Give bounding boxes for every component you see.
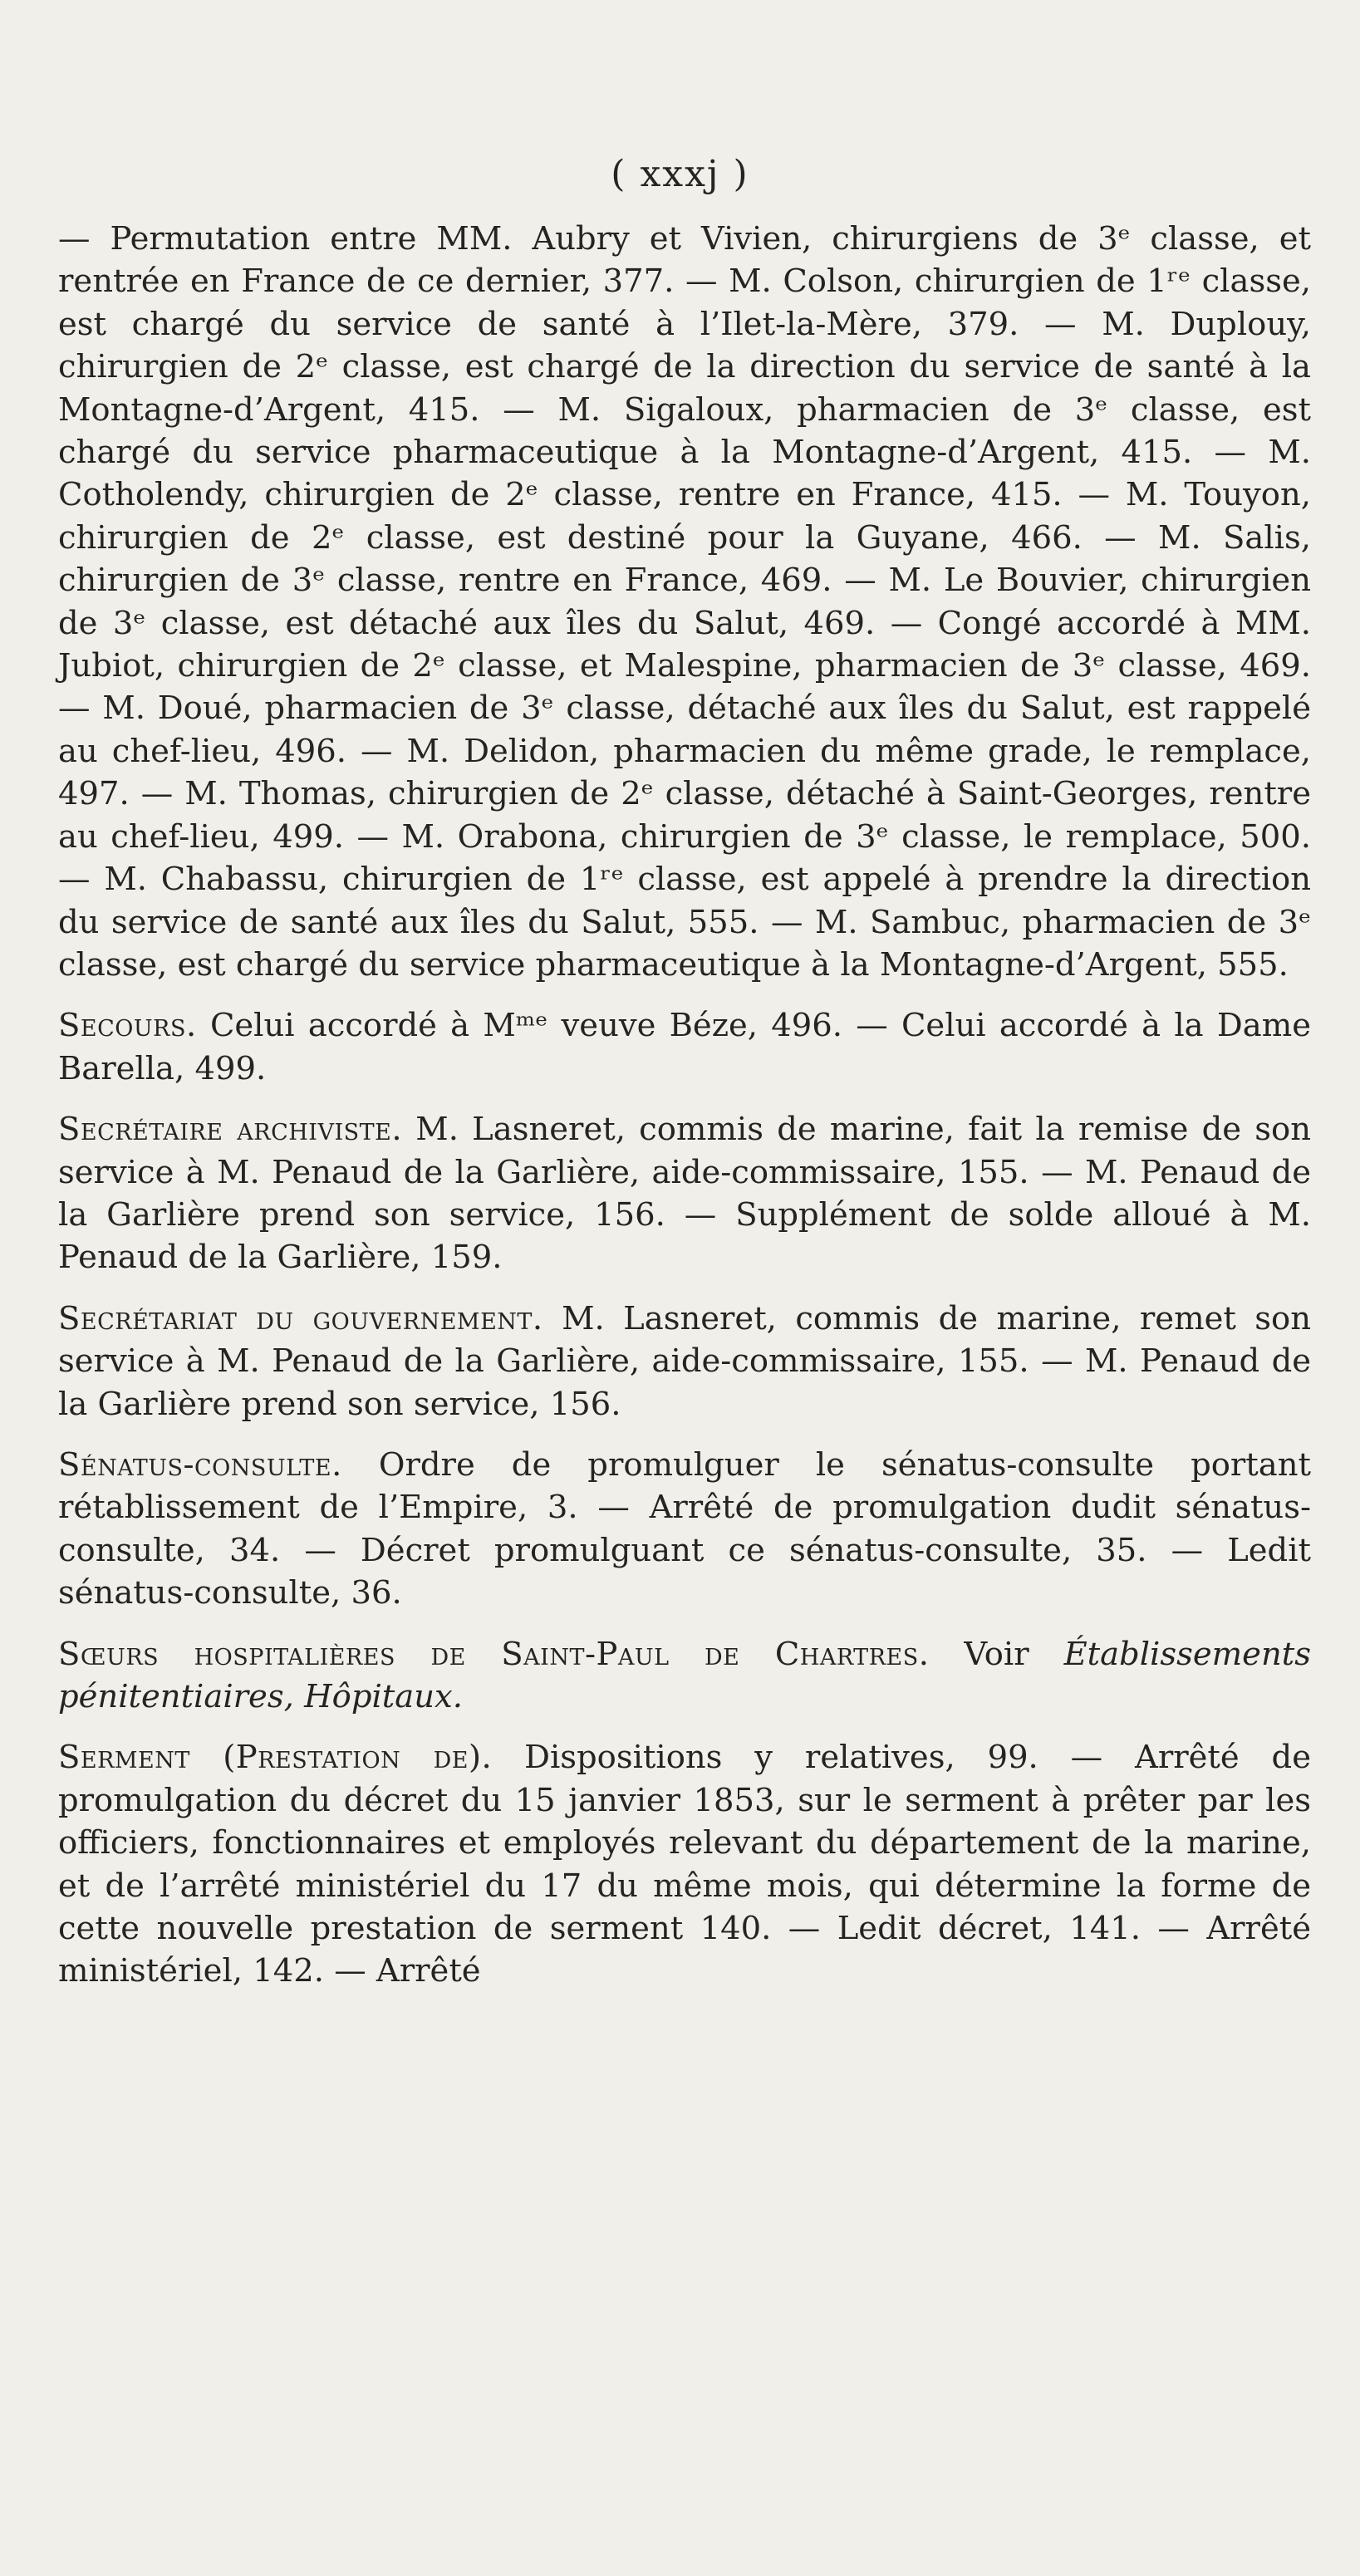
entry-continuation: [58, 218, 1311, 986]
entry-heading: Secours.: [58, 1007, 197, 1045]
entry-soeurs-hospitalieres: [58, 1633, 1311, 1719]
entry-senatus-consulte: [58, 1444, 1311, 1615]
entry-heading: Sœurs hospitalières de Saint-Paul de Chartres.: [58, 1635, 930, 1673]
entry-serment: [58, 1736, 1311, 1992]
entry-text: M. Lasneret, commis de marine, remet son service à M. Penaud de la Garlière, aide-commissaire, 155. — M. Penaud de la Garlière prend son service, 156.: [58, 1299, 1311, 1423]
entry-secours: [58, 1004, 1311, 1090]
entry-text: M. Lasneret, commis de marine, fait la remise de son service à M. Penaud de la Garlière, aide-commissaire, 155. — M. Penaud de la Garlière prend son service, 156. — Supplément de solde alloué à M. Penaud de la Garlière, 159.: [58, 1111, 1311, 1277]
entry-heading: Sénatus-consulte.: [58, 1445, 342, 1484]
entry-text: — Permutation entre MM. Aubry et Vivien, chirurgiens de 3ᵉ classe, et rentrée en France de ce dernier, 377. — M. Colson, chirurgien de 1ʳᵉ classe, est chargé du service de santé à l’Ilet-la-Mère, 379. — M. Duplouy, chirurgien de 2ᵉ classe, est chargé de la direction du service de santé à la Montagne-d’Argent, 415. — M. Sigaloux, pharmacien de 3ᵉ classe, est chargé du service pharmaceutique à la Montagne-d’Argent, 415. — M. Cotholendy, chirurgien de 2ᵉ classe, rentre en France, 415. — M. Touyon, chirurgien de 2ᵉ classe, est destiné pour la Guyane, 466. — M. Salis, chirurgien de 3ᵉ classe, rentre en France, 469. — M. Le Bouvier, chirurgien de 3ᵉ classe, est détaché aux îles du Salut, 469. — Congé accordé à MM. Jubiot, chirurgien de 2ᵉ classe, et Malespine, pharmacien de 3ᵉ classe, 469. — M. Doué, pharmacien de 3ᵉ classe, détaché aux îles du Salut, est rappelé au chef-lieu, 496. — M. Delidon, pharmacien du même grade, le remplace, 497. — M. Thomas, chirurgien de 2ᵉ classe, détaché à Saint-Georges, rentre au chef-lieu, 499. — M. Orabona, chirurgien de 3ᵉ classe, le remplace, 500. — M. Chabassu, chirurgien de 1ʳᵉ classe, est appelé à prendre la direction du service de santé aux îles du Salut, 555. — M. Sambuc, pharmacien de 3ᵉ classe, est chargé du service pharmaceutique à la Montagne-d’Argent, 555.: [58, 220, 1311, 984]
entry-text: Voir: [929, 1635, 1064, 1673]
entry-text: Dispositions y relatives, 99. — Arrêté de promulgation du décret du 15 janvier 1853, sur le serment à prêter par les officiers, fonctionnaires et employés relevant du département de la marine, et de l’arrêté ministériel du 17 du même mois, qui détermine la forme de cette nouvelle prestation de serment 140. — Ledit décret, 141. — Arrêté ministériel, 142. — Arrêté: [58, 1739, 1311, 1990]
entry-heading: Serment (Prestation de).: [58, 1739, 493, 1777]
entry-text: Celui accordé à Mᵐᵉ veuve Béze, 496. — Celui accordé à la Dame Barella, 499.: [58, 1007, 1311, 1087]
entry-heading: Secrétaire archiviste.: [58, 1111, 403, 1149]
entry-heading: Secrétariat du gouvernement.: [58, 1299, 543, 1337]
entry-text: Ordre de promulguer le sénatus-consulte portant rétablissement de l’Empire, 3. — Arrêté de promulgation dudit sénatus-consulte, 34. — Décret promulguant ce sénatus-consulte, 35. — Ledit sénatus-consulte, 36.: [58, 1445, 1311, 1612]
entry-secretaire-archiviste: [58, 1108, 1311, 1279]
entry-cross-reference: Établissements pénitentiaires, Hôpitaux.: [58, 1635, 1311, 1715]
index-text: [58, 218, 1311, 2011]
page-number: ( xxxj ): [611, 153, 749, 195]
entry-secretariat: [58, 1298, 1311, 1425]
